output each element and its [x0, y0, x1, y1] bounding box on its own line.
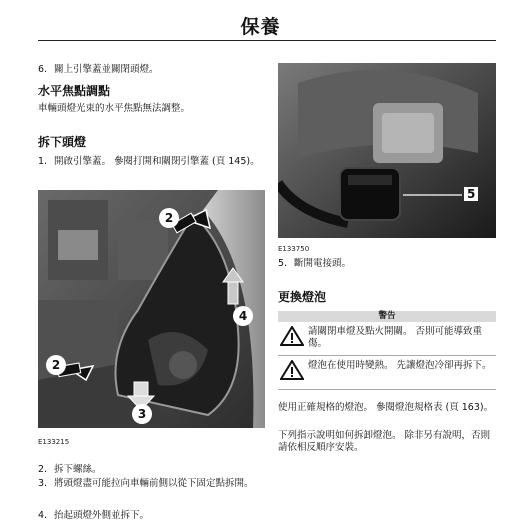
warning-triangle-icon — [280, 360, 304, 380]
callout-2-bottom: 2 — [46, 355, 66, 375]
heading-replace-bulb: 更換燈泡 — [278, 290, 327, 304]
step-2 — [38, 464, 268, 478]
figure-caption-left: E133215 — [38, 438, 70, 446]
step-number: 1. — [38, 156, 48, 167]
warning-title: 警告 — [278, 311, 496, 322]
headlamp-removal-figure — [38, 190, 265, 428]
step-3 — [38, 478, 268, 504]
warning-text: 請關閉車燈及點火開關。 否則可能導致重傷。 — [308, 326, 483, 349]
callout-4: 4 — [233, 306, 253, 326]
step-text: 斷開電接頭。 — [294, 258, 352, 269]
figure-caption-right: E133750 — [278, 245, 310, 253]
page-title: 保養 — [240, 16, 281, 38]
step-5 — [278, 258, 496, 272]
connector-figure — [278, 63, 496, 238]
bulb-connector-illustration — [278, 63, 496, 238]
headlamp-illustration — [38, 190, 265, 428]
callout-2-top: 2 — [159, 208, 179, 228]
step-number: 6. — [38, 64, 48, 75]
step-6 — [38, 64, 268, 78]
step-text: 關上引擎蓋並關閉頭燈。 — [54, 64, 159, 75]
instructions-paragraph: 下列指示說明如何拆卸燈泡。 除非另有說明，否則請依相反順序安裝。 — [278, 430, 491, 453]
callout-5: 5 — [464, 187, 478, 201]
step-1 — [38, 156, 264, 182]
warning-item — [278, 322, 496, 356]
step-text: 開啟引擎蓋。 參閱打開和關閉引擎蓋 (頁 145)。 — [54, 156, 260, 167]
bulb-spec-paragraph: 使用正確規格的燈泡。 參閱燈泡規格表 (頁 163)。 — [278, 402, 494, 413]
step-number: 2. — [38, 464, 48, 475]
heading-remove-headlamp: 拆下頭燈 — [38, 135, 87, 149]
step-text: 抬起頭燈外側並拆下。 — [54, 510, 150, 521]
warning-item — [278, 356, 496, 390]
step-text: 將頭燈盡可能拉向車輛前側以從下固定點拆開。 — [54, 478, 254, 489]
step-number: 3. — [38, 478, 48, 489]
warning-box — [278, 311, 496, 390]
step-number: 5. — [278, 258, 288, 269]
step-number: 4. — [38, 510, 48, 521]
callout-3: 3 — [132, 404, 152, 424]
warning-text: 燈泡在使用時變熱。 先讓燈泡冷卻再拆下。 — [308, 360, 492, 371]
step-text: 拆下螺絲。 — [54, 464, 102, 475]
header-divider — [38, 40, 496, 41]
step-4 — [38, 510, 268, 524]
focus-paragraph: 車輛頭燈光束的水平焦點無法調整。 — [38, 103, 191, 114]
warning-triangle-icon — [280, 326, 304, 346]
heading-horizontal-focus: 水平焦點調點 — [38, 84, 111, 98]
